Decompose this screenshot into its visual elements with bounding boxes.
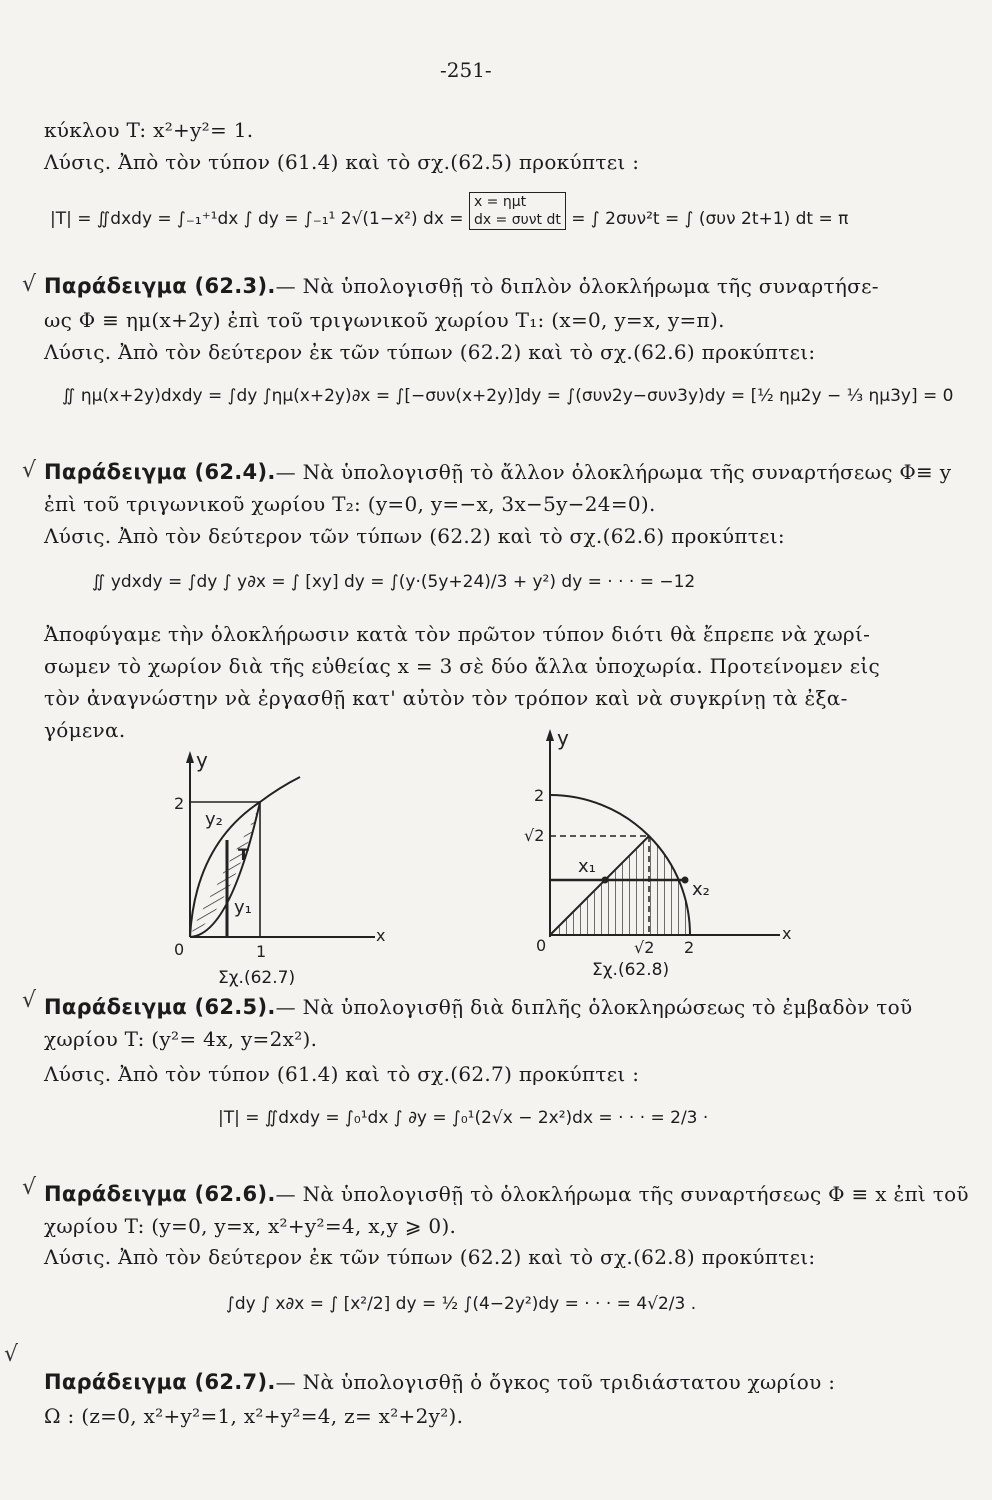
example-heading-line bbox=[44, 1182, 969, 1206]
text-line: γόμενα. bbox=[44, 718, 126, 742]
example-title: Παράδειγμα (62.7). bbox=[44, 1370, 276, 1394]
label-y2: y₂ bbox=[205, 809, 223, 830]
axis-label-y: y bbox=[557, 726, 569, 750]
text-line: Ω : (z=0, x²+y²=1, x²+y²=4, z= x²+2y²). bbox=[44, 1404, 464, 1428]
tick-label-y1: 2 bbox=[534, 786, 545, 805]
check-mark-icon: √ bbox=[22, 988, 37, 1013]
text-line: — Νὰ ὑπολογισθῇ τὸ διπλὸν ὁλοκλήρωμα τῆς συναρτήσε- bbox=[275, 274, 879, 298]
figure-62-8 bbox=[510, 725, 800, 955]
point-x1 bbox=[602, 877, 609, 884]
substitution-box bbox=[469, 192, 566, 230]
example-title: Παράδειγμα (62.3). bbox=[44, 274, 276, 298]
equation-part: |T| = ∬dxdy = ∫₋₁⁺¹dx ∫ dy = ∫₋₁¹ 2√(1−x²) dx = bbox=[50, 209, 464, 229]
text-line: τὸν ἀναγνώστην νὰ ἐργασθῇ κατ' αὐτὸν τὸν τρόπον καὶ νὰ συγκρίνῃ τὰ ἐξα- bbox=[44, 686, 848, 710]
tick-label-x: 1 bbox=[256, 942, 267, 961]
check-mark-icon: √ bbox=[22, 272, 37, 297]
example-title: Παράδειγμα (62.4). bbox=[44, 460, 276, 484]
text-line: χωρίου T: (y²= 4x, y=2x²). bbox=[44, 1027, 318, 1051]
text-line: ἐπὶ τοῦ τριγωνικοῦ χωρίου T₂: (y=0, y=−x, 3x−5y−24=0). bbox=[44, 492, 656, 516]
example-heading-line bbox=[44, 1370, 835, 1394]
text-line: σωμεν τὸ χωρίον διὰ τῆς εὐθείας x = 3 σὲ δύο ἄλλα ὑποχωρία. Προτείνομεν εἰς bbox=[44, 654, 881, 678]
axis-label-x: x bbox=[782, 924, 792, 943]
text-line: — Νὰ ὑπολογισθῇ διὰ διπλῆς ὁλοκληρώσεως τὸ ἐμβαδὸν τοῦ bbox=[275, 995, 913, 1019]
box-line: dx = συνt dt bbox=[473, 212, 561, 228]
page-number: -251- bbox=[440, 58, 492, 82]
text-line: ως Φ ≡ ημ(x+2y) ἐπὶ τοῦ τριγωνικοῦ χωρίου T₁: (x=0, y=x, y=π). bbox=[44, 308, 725, 332]
tick-label-x1: √2 bbox=[634, 938, 655, 955]
y-axis-arrow-icon bbox=[546, 729, 554, 741]
figure-caption: Σχ.(62.7) bbox=[218, 968, 296, 988]
figure-62-7 bbox=[150, 745, 400, 995]
example-heading-line bbox=[44, 274, 879, 298]
check-mark-icon: √ bbox=[4, 1342, 19, 1367]
text-line: χωρίου T: (y=0, y=x, x²+y²=4, x,y ⩾ 0). bbox=[44, 1214, 457, 1238]
example-title: Παράδειγμα (62.5). bbox=[44, 995, 276, 1019]
text-line: — Νὰ ὑπολογισθῇ τὸ ἄλλον ὁλοκλήρωμα τῆς συναρτήσεως Φ≡ y bbox=[275, 460, 952, 484]
equation: |T| = ∬dxdy = ∫₀¹dx ∫ ∂y = ∫₀¹(2√x − 2x²)dx = · · · = 2/3 · bbox=[218, 1108, 709, 1128]
tick-label-y2: √2 bbox=[524, 826, 545, 845]
text-line: Λύσις. Ἀπὸ τὸν δεύτερον τῶν τύπων (62.2) καὶ τὸ σχ.(62.6) προκύπτει: bbox=[44, 524, 785, 548]
example-heading-line bbox=[44, 460, 951, 484]
axis-label-y: y bbox=[196, 748, 208, 772]
example-title: Παράδειγμα (62.6). bbox=[44, 1182, 276, 1206]
text-line: Λύσις. Ἀπὸ τὸν τύπον (61.4) καὶ τὸ σχ.(62.7) προκύπτει : bbox=[44, 1062, 640, 1086]
region-t bbox=[550, 836, 690, 935]
axis-label-x: x bbox=[376, 926, 386, 945]
equation: ∬ ydxdy = ∫dy ∫ y∂x = ∫ [xy] dy = ∫(y·(5y+24)/3 + y²) dy = · · · = −12 bbox=[92, 572, 696, 592]
box-line: x = ημt bbox=[473, 194, 527, 210]
text-line: — Νὰ ὑπολογισθῇ τὸ ὁλοκλήρωμα τῆς συναρτήσεως Φ ≡ x ἐπὶ τοῦ bbox=[275, 1182, 969, 1206]
tick-label-y: 2 bbox=[174, 794, 185, 813]
text-line: κύκλου T: x²+y²= 1. bbox=[44, 118, 254, 142]
tick-label-x2: 2 bbox=[684, 938, 695, 955]
equation-part: = ∫ 2συν²t = ∫ (συν 2t+1) dt = π bbox=[571, 209, 849, 229]
text-line: Λύσις. Ἀπὸ τὸν δεύτερον ἐκ τῶν τύπων (62.2) καὶ τὸ σχ.(62.8) προκύπτει: bbox=[44, 1245, 816, 1269]
check-mark-icon: √ bbox=[22, 1175, 37, 1200]
text-line: Λύσις. Ἀπὸ τὸν δεύτερον ἐκ τῶν τύπων (62.2) καὶ τὸ σχ.(62.6) προκύπτει: bbox=[44, 340, 816, 364]
equation: ∬ ημ(x+2y)dxdy = ∫dy ∫ημ(x+2y)∂x = ∫[−συν(x+2y)]dy = ∫(συν2y−συν3y)dy = [½ ημ2y − ⅓ ημ3y] = 0 bbox=[62, 386, 954, 406]
text-line: Ἀποφύγαμε τὴν ὁλοκλήρωσιν κατὰ τὸν πρῶτον τύπον διότι θὰ ἔπρεπε νὰ χωρί- bbox=[44, 622, 871, 646]
label-region: T bbox=[238, 845, 249, 864]
point-x2 bbox=[682, 877, 689, 884]
text-line: — Νὰ ὑπολογισθῇ ὁ ὄγκος τοῦ τριδιάστατου χωρίου : bbox=[275, 1370, 836, 1394]
label-x2: x₂ bbox=[692, 879, 710, 900]
equation bbox=[50, 192, 848, 230]
label-y1: y₁ bbox=[234, 897, 252, 918]
origin-label: 0 bbox=[174, 940, 185, 959]
figure-caption: Σχ.(62.8) bbox=[592, 960, 670, 980]
origin-label: 0 bbox=[536, 936, 547, 955]
example-heading-line bbox=[44, 995, 912, 1019]
y-axis-arrow-icon bbox=[186, 751, 194, 763]
text-line: Λύσις. Ἀπὸ τὸν τύπον (61.4) καὶ τὸ σχ.(62.5) προκύπτει : bbox=[44, 150, 640, 174]
equation: ∫dy ∫ x∂x = ∫ [x²/2] dy = ½ ∫(4−2y²)dy = · · · = 4√2/3 . bbox=[226, 1294, 697, 1314]
check-mark-icon: √ bbox=[22, 458, 37, 483]
label-x1: x₁ bbox=[578, 856, 596, 877]
